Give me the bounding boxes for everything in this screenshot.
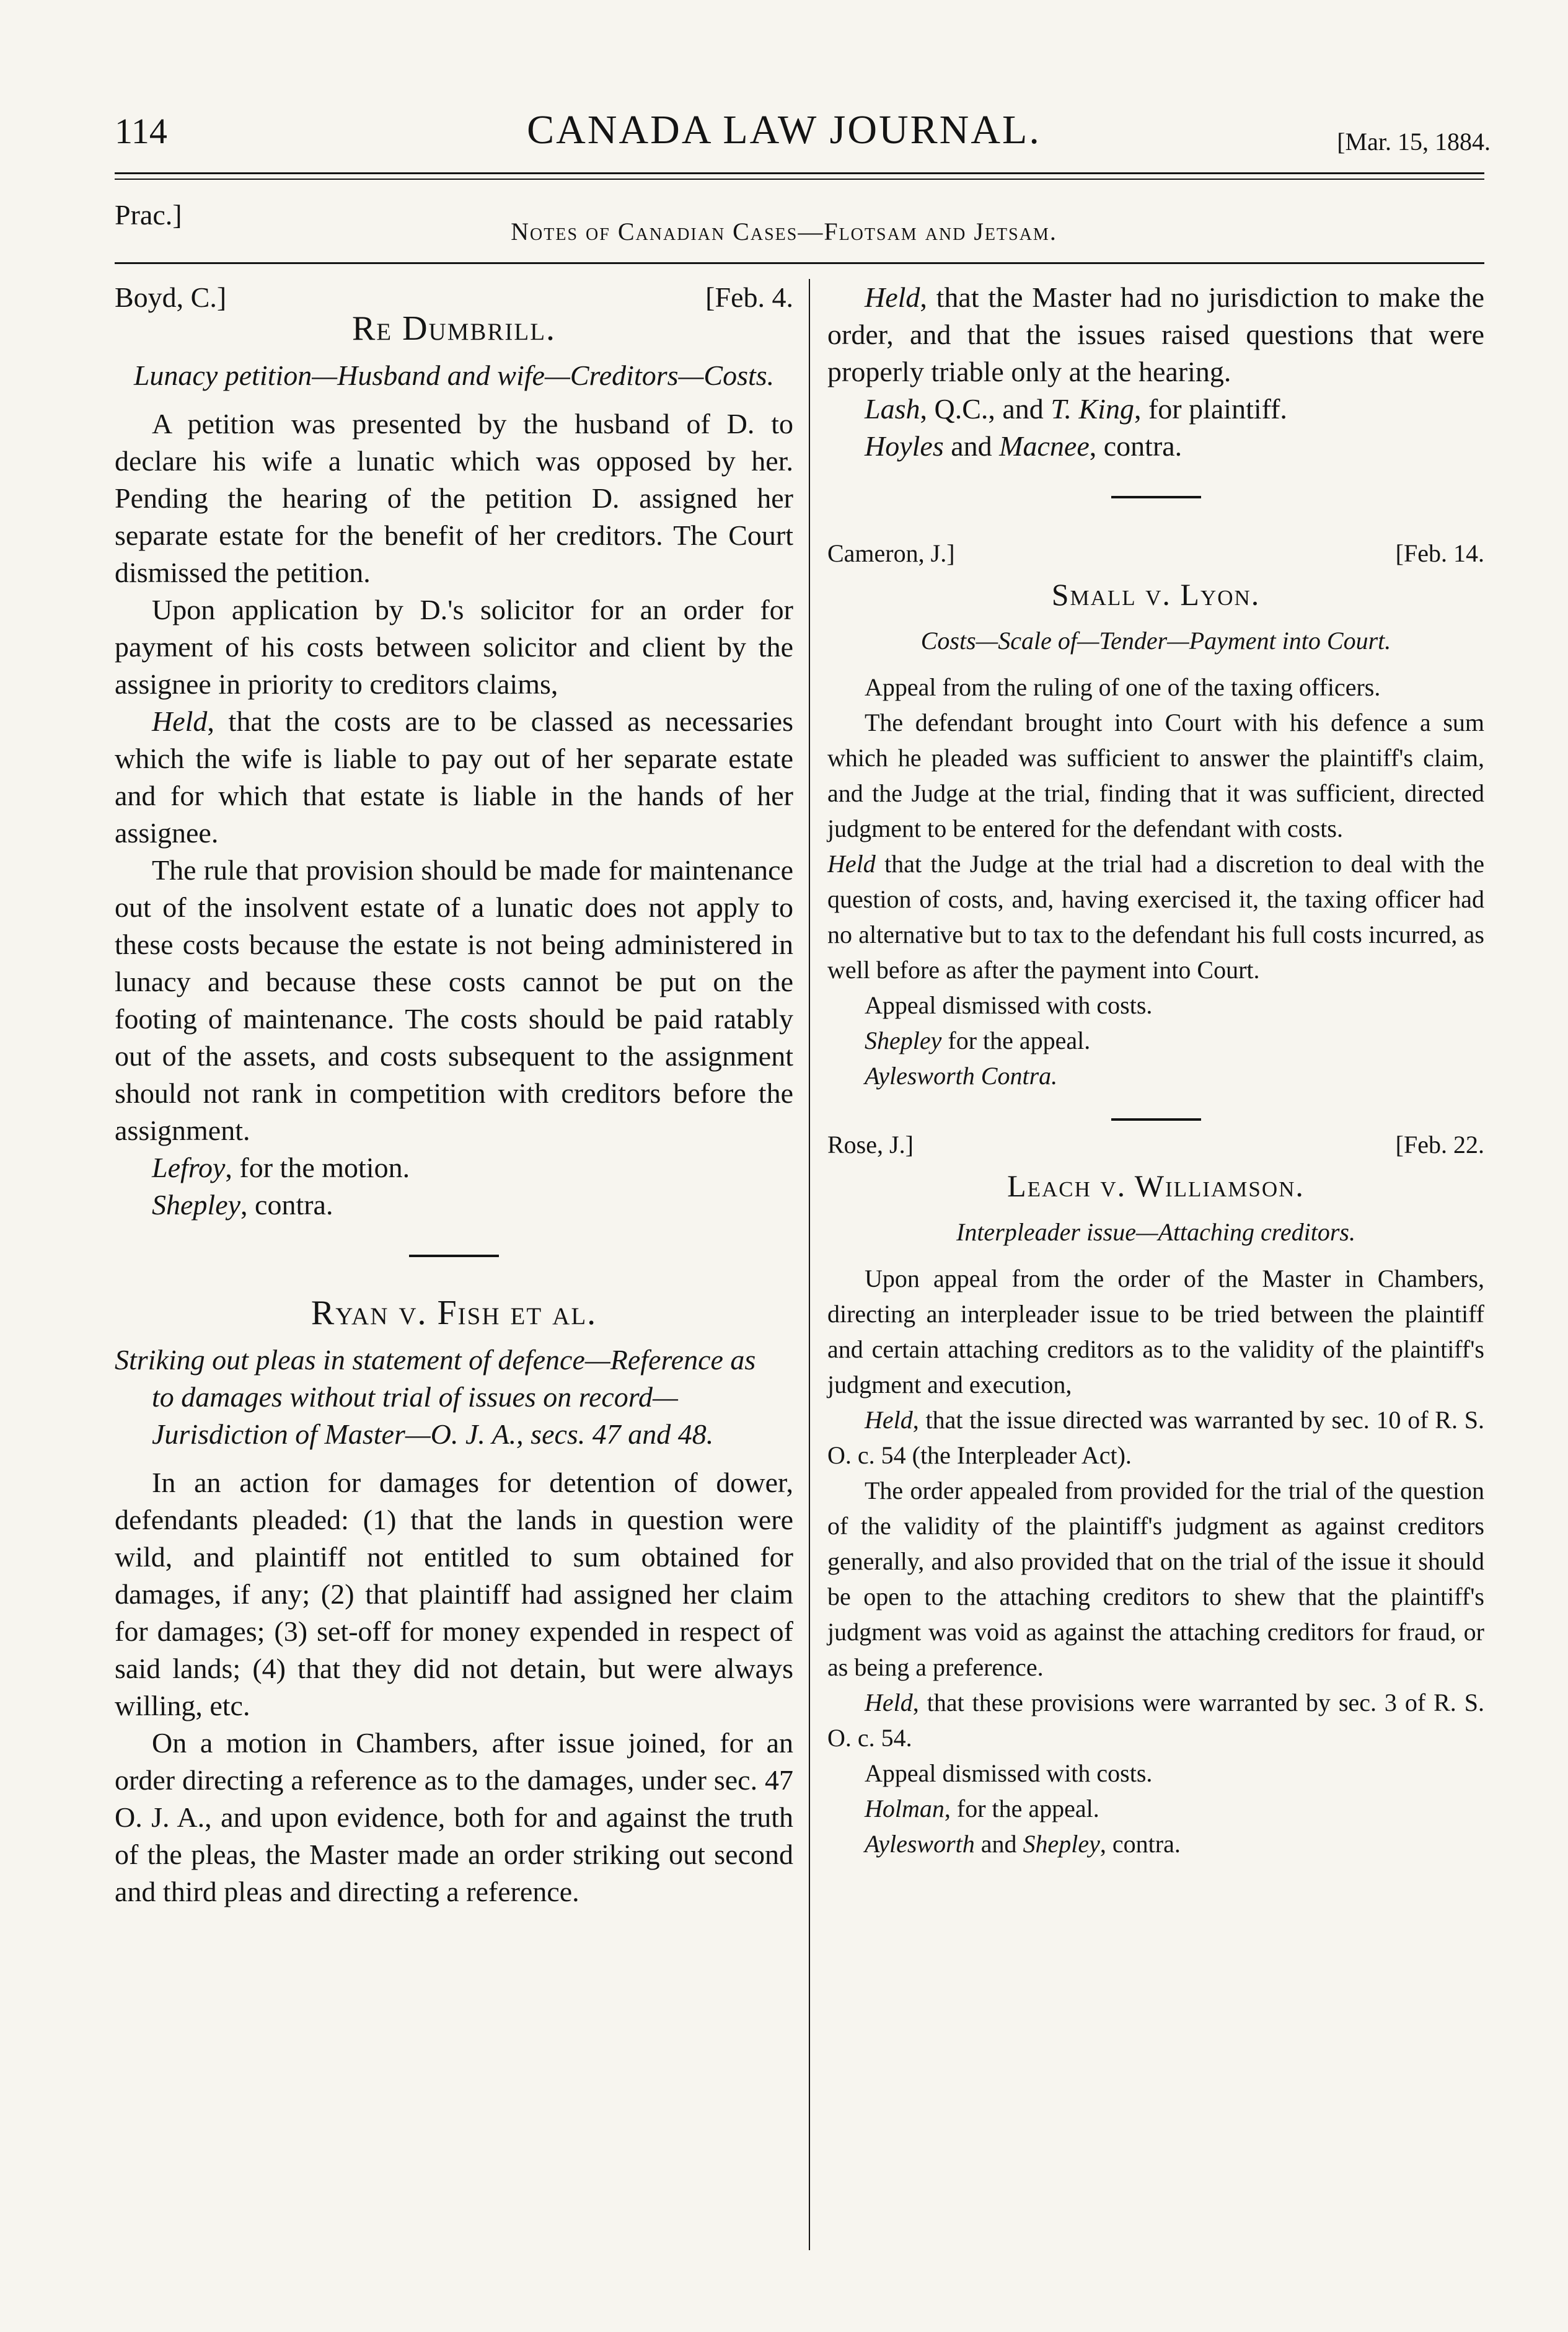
held-paragraph — [827, 1402, 1484, 1473]
left-column — [115, 279, 793, 1910]
held-text: , that the costs are to be classed as necessaries which the wife is liable to pay out of her separate estate and for which that estate is liable in the hands of her assignee. — [115, 705, 793, 849]
case-title: Small v. Lyon. — [1051, 577, 1261, 612]
header-rule-top — [115, 172, 1484, 174]
counsel-name: Aylesworth Contra. — [865, 1062, 1058, 1090]
header-rule-top-2 — [115, 179, 1484, 180]
held-text: that the Judge at the trial had a discretion to deal with the question of costs, and, having exercised it, the taxing officer had no alternative but to tax to the defendant his full costs incurred, as well before as after the payment into Court. — [827, 850, 1484, 984]
counsel-joiner: and — [943, 430, 1000, 462]
held-word: Held — [152, 705, 208, 737]
case-paragraph: The order appealed from provided for the trial of the question of the validity of the plaintiff's judgment as against creditors generally, and also provided that on the trial of the issue it should be open to the attaching creditors to shew that the plaintiff's judgment was void as against the attaching creditors for fraud, or as being a preference. — [827, 1477, 1484, 1681]
held-paragraph — [115, 703, 793, 852]
case-date: [Feb. 22. — [1395, 1131, 1484, 1159]
case-headnote: Interpleader issue—Attaching creditors. — [956, 1218, 1355, 1246]
judge-name: Cameron, J.] — [827, 539, 955, 567]
counsel-name: Macnee — [999, 430, 1090, 462]
counsel-name: Shepley — [1023, 1830, 1100, 1858]
case-paragraph: Appeal from the ruling of one of the taxing officers. — [865, 673, 1381, 701]
counsel-role: , contra. — [1099, 1830, 1181, 1858]
case-title: Ryan v. Fish et al. — [311, 1294, 597, 1332]
held-text: , that these provisions were warranted by sec. 3 of R. S. O. c. 54. — [827, 1689, 1484, 1752]
case-paragraph: On a motion in Chambers, after issue joined, for an order directing a reference as to the damages, under sec. 47 O. J. A., and upon evidence, both for and against the truth of the pleas, the Master made an order striking out second and third pleas and directing a reference. — [115, 1727, 793, 1907]
counsel-name: Holman — [865, 1795, 945, 1822]
counsel-name: Aylesworth — [865, 1830, 975, 1858]
journal-title: CANADA LAW JOURNAL. — [527, 107, 1041, 152]
counsel-line — [827, 391, 1484, 428]
case-paragraph: In an action for damages for detention of dower, defendants pleaded: (1) that the lands in question were wild, and plaintiff not entitled to sum obtained for damages, if any; (2) that plaintiff had assigned her claim for damages; (3) set-off for money expended in respect of said lands; (4) that they did not detain, but were always willing, etc. — [115, 1467, 793, 1721]
column-divider — [809, 279, 810, 2250]
counsel-role: , for plaintiff. — [1134, 393, 1287, 425]
held-paragraph — [827, 279, 1484, 391]
counsel-name: Lefroy — [152, 1152, 226, 1183]
held-word: Held — [865, 1689, 913, 1716]
counsel-line — [115, 1149, 793, 1186]
case-separator — [409, 1255, 499, 1257]
case-paragraph: A petition was presented by the husband of D. to declare his wife a lunatic which was opposed by her. Pending the hearing of the petition D. assigned her separate estate for the benefit of her creditors. The Court dismissed the petition. — [115, 408, 793, 588]
held-text: , that the Master had no jurisdiction to make the order, and that the issues raised questions that were properly triable only at the hearing. — [827, 281, 1484, 387]
counsel-joiner: and — [974, 1830, 1023, 1858]
case-paragraph: Upon application by D.'s solicitor for an order for payment of his costs between solicitor and client by the assignee in priority to creditors claims, — [115, 594, 793, 700]
counsel-name: Lash — [865, 393, 920, 425]
counsel-name: Shepley — [152, 1189, 241, 1221]
header-rule-bottom — [115, 262, 1484, 264]
counsel-name: Hoyles — [865, 430, 944, 462]
case-paragraph: Upon appeal from the order of the Master in Chambers, directing an interpleader issue to be tried between the plaintiff and certain attaching creditors as to the validity of the plaintiff's judgment and execution, — [827, 1265, 1484, 1398]
case-paragraph: The defendant brought into Court with his defence a sum which he pleaded was sufficient to answer the plaintiff's claim, and the Judge at the trial, finding that it was sufficient, directed judgment to be entered for the defendant with costs. — [827, 709, 1484, 842]
counsel-name: Shepley — [865, 1027, 942, 1054]
judge-name: Rose, J.] — [827, 1131, 914, 1159]
case-date: [Feb. 14. — [1395, 539, 1484, 567]
held-text: , that the issue directed was warranted by sec. 10 of R. S. O. c. 54 (the Interpleader Act). — [827, 1406, 1484, 1469]
counsel-line — [827, 1058, 1484, 1093]
case-date: [Feb. 4. — [705, 281, 793, 313]
counsel-role: , contra. — [240, 1189, 333, 1221]
counsel-line — [115, 1186, 793, 1224]
page-number: 114 — [115, 111, 167, 151]
held-word: Held — [865, 1406, 913, 1434]
counsel-role: , for the motion. — [225, 1152, 410, 1183]
held-word: Held — [865, 281, 920, 313]
counsel-role: , contra. — [1089, 430, 1183, 462]
right-column — [827, 279, 1484, 1862]
counsel-role: for the appeal. — [941, 1027, 1091, 1054]
counsel-role: , for the appeal. — [944, 1795, 1099, 1822]
case-headnote: Lunacy petition—Husband and wife—Creditors—Costs. — [133, 360, 775, 391]
disposition-line: Appeal dismissed with costs. — [865, 991, 1153, 1019]
section-heading: Notes of Canadian Cases—Flotsam and Jetsam. — [511, 218, 1057, 245]
section-label: Prac.] — [115, 199, 182, 231]
held-paragraph — [827, 846, 1484, 987]
held-word: Held — [827, 850, 876, 878]
case-separator — [1111, 1118, 1201, 1121]
disposition-line: Appeal dismissed with costs. — [865, 1759, 1153, 1787]
case-judge-line — [827, 1127, 1484, 1162]
case-paragraph: The rule that provision should be made for maintenance out of the insolvent estate of a lunatic does not apply to these costs because the estate is not being administered in lunacy and because these costs cannot be put on the footing of maintenance. The costs should be paid ratably out of the assets, and costs subsequent to the assignment should not rank in competition with creditors before the assignment. — [115, 854, 793, 1146]
case-title: Leach v. Williamson. — [1007, 1168, 1305, 1203]
counsel-role: , Q.C., and — [920, 393, 1051, 425]
case-headnote: Costs—Scale of—Tender—Payment into Court. — [920, 627, 1391, 655]
counsel-line — [827, 1826, 1484, 1862]
counsel-line — [827, 1023, 1484, 1058]
judge-name: Boyd, C.] — [115, 281, 227, 313]
case-judge-line — [827, 536, 1484, 571]
case-separator — [1111, 496, 1201, 498]
counsel-line — [827, 428, 1484, 465]
case-headnote: Striking out pleas in statement of defence—Reference as to damages without trial of issues on record—Jurisdiction of Master—O. J. A., secs. 47 and 48. — [115, 1344, 756, 1450]
held-paragraph — [827, 1685, 1484, 1756]
case-title: Re Dumbrill. — [351, 309, 557, 348]
counsel-name: T. King — [1050, 393, 1134, 425]
issue-date: [Mar. 15, 1884. — [1337, 128, 1491, 156]
counsel-line — [827, 1791, 1484, 1826]
